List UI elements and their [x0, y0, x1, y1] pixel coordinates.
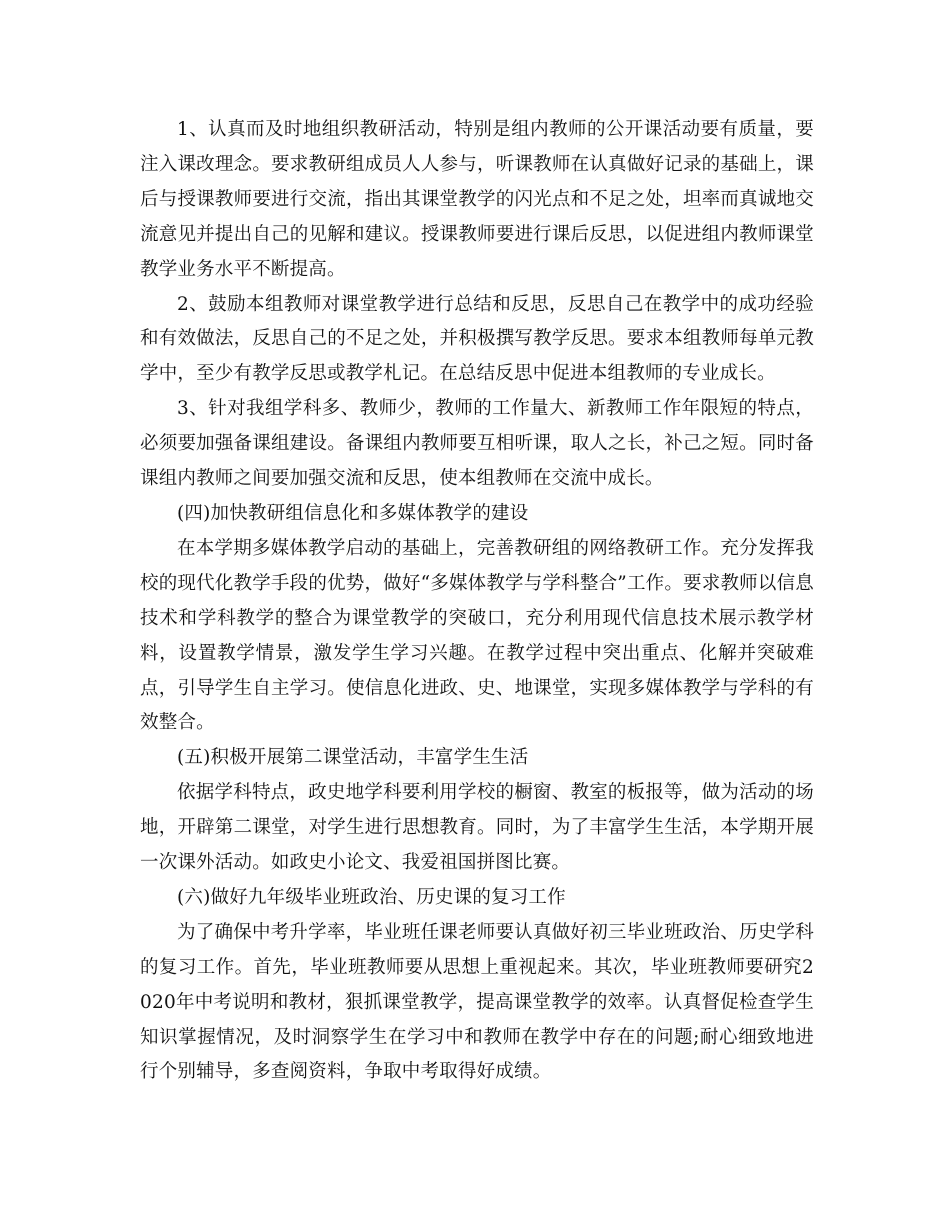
section-heading-4: (四)加快教研组信息化和多媒体教学的建设: [177, 502, 529, 524]
paragraph-review-work: 为了确保中考升学率，毕业班任课老师要认真做好初三毕业班政治、历史学科的复习工作。首先，毕业班教师要从思想上重视起来。其次，毕业班教师要研究2020年中考说明和教材，狠抓课堂教学，提高课堂教学的效率。认真督促检查学生知识掌握情况，及时洞察学生在学习中和教师在教学中存在的问题;耐心细致地进行个别辅导，多查阅资料，争取中考取得好成绩。: [140, 921, 814, 1083]
paragraph-item-3: 3、针对我组学科多、教师少，教师的工作量大、新教师工作年限短的特点，必须要加强备课组建设。备课组内教师要互相听课，取人之长，补己之短。同时备课组内教师之间要加强交流和反思，使本组教师在交流中成长。: [140, 398, 814, 490]
paragraph-item-2: 2、鼓励本组教师对课堂教学进行总结和反思，反思自己在教学中的成功经验和有效做法，反思自己的不足之处，并积极撰写教学反思。要求本组教师每单元教学中，至少有教学反思或教学札记。在总结反思中促进本组教师的专业成长。: [140, 293, 814, 385]
document-body: [140, 113, 814, 1090]
section-heading-6: (六)做好九年级毕业班政治、历史课的复习工作: [177, 886, 566, 908]
paragraph-second-classroom: 依据学科特点，政史地学科要利用学校的橱窗、教室的板报等，做为活动的场地，开辟第二课堂，对学生进行思想教育。同时，为了丰富学生生活，本学期开展一次课外活动。如政史小论文、我爱祖国拼图比赛。: [140, 782, 814, 874]
paragraph-multimedia: 在本学期多媒体教学启动的基础上，完善教研组的网络教研工作。充分发挥我校的现代化教学手段的优势，做好“多媒体教学与学科整合”工作。要求教师以信息技术和学科教学的整合为课堂教学的突破口，充分利用现代信息技术展示教学材料，设置教学情景，激发学生学习兴趣。在教学过程中突出重点、化解并突破难点，引导学生自主学习。使信息化进政、史、地课堂，实现多媒体教学与学科的有效整合。: [140, 537, 814, 734]
section-heading-5: (五)积极开展第二课堂活动，丰富学生生活: [177, 747, 529, 769]
paragraph-item-1: 1、认真而及时地组织教研活动，特别是组内教师的公开课活动要有质量，要注入课改理念。要求教研组成员人人参与，听课教师在认真做好记录的基础上，课后与授课教师要进行交流，指出其课堂教学的闪光点和不足之处，坦率而真诚地交流意见并提出自己的见解和建议。授课教师要进行课后反思，以促进组内教师课堂教学业务水平不断提高。: [140, 119, 814, 280]
